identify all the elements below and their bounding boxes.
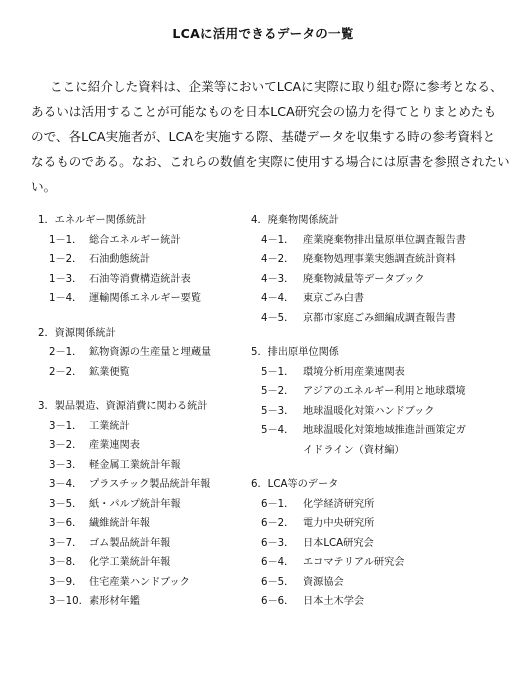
section-lca-data (251, 475, 511, 612)
item-number: 3－1． (49, 420, 83, 432)
list-item (38, 250, 260, 270)
list-item (38, 514, 260, 534)
list-item (251, 289, 511, 309)
list-item (38, 270, 260, 290)
right-column (251, 211, 511, 627)
section-emission-factors (251, 343, 511, 460)
item-text: 工業統計 (89, 420, 130, 432)
item-text: 電力中央研究所 (303, 518, 375, 529)
item-text: 鉱業便覧 (89, 366, 130, 378)
section-title: 6．LCA等のデータ (251, 479, 339, 490)
item-number: 2－1． (49, 347, 83, 358)
list-item (251, 270, 511, 290)
item-number: 3－4． (49, 479, 83, 490)
item-text: 地球温暖化対策地域推進計画策定ガ (303, 425, 466, 436)
list-item (251, 402, 511, 422)
item-text: 繊維統計年報 (89, 518, 151, 529)
item-text: エコマテリアル研究会 (303, 557, 405, 568)
intro-line: い。 (31, 179, 57, 194)
item-text: 素形材年鑑 (89, 596, 140, 607)
item-text: 石油動態統計 (89, 254, 151, 265)
item-text: 廃棄物処理事業実態調査統計資料 (303, 254, 456, 265)
item-number: 1－2． (49, 254, 83, 265)
item-number: 2－2． (49, 366, 83, 378)
item-number: 3－3． (49, 459, 83, 471)
list-item (38, 495, 260, 515)
list-item (38, 289, 260, 309)
item-number: 3－10. (49, 596, 82, 607)
item-number: 3－2． (49, 440, 83, 451)
list-item (251, 573, 511, 593)
item-text: 総合エネルギー統計 (89, 234, 181, 246)
item-text-continuation: イドライン（資材編） (303, 444, 405, 456)
item-text: 東京ごみ白書 (303, 293, 365, 304)
item-text: 産業廃棄物排出量原単位調査報告書 (303, 234, 466, 246)
item-number: 4－5． (261, 312, 295, 324)
item-text: 京都市家庭ごみ細編成調査報告書 (303, 312, 456, 324)
item-text: 廃棄物減量等データブック (303, 273, 425, 285)
item-number: 1－1． (49, 234, 83, 246)
item-number: 4－4． (261, 293, 295, 304)
section-energy-statistics (38, 211, 260, 309)
section-title: 1．エネルギー関係統計 (38, 215, 147, 226)
list-item (251, 592, 511, 612)
intro-line: なるものである。なお、これらの数値を実際に使用する場合には原書を参照されたい (31, 154, 510, 169)
list-item (38, 363, 260, 383)
item-text: 住宅産業ハンドブック (89, 576, 190, 588)
list-item (251, 363, 511, 383)
item-text: 地球温暖化対策ハンドブック (303, 405, 435, 417)
item-number: 3－9． (49, 576, 83, 588)
item-number: 6－6． (261, 596, 295, 607)
list-item (38, 573, 260, 593)
item-number: 6－5． (261, 576, 295, 588)
section-title: 5．排出原単位関係 (251, 347, 339, 358)
list-item (38, 456, 260, 476)
item-text: アジアのエネルギー利用と地球環境 (303, 386, 466, 397)
list-item (251, 495, 511, 515)
section-title: 3．製品製造、資源消費に関わる統計 (38, 401, 208, 412)
item-number: 3－8． (49, 557, 83, 568)
item-text: 日本土木学会 (303, 596, 365, 607)
item-number: 6－4． (261, 557, 295, 568)
item-text: 化学工業統計年報 (89, 557, 171, 568)
item-text: 日本LCA研究会 (303, 537, 374, 549)
section-manufacturing-statistics (38, 397, 260, 612)
intro-paragraph (31, 74, 510, 199)
item-number: 6－1． (261, 498, 295, 510)
intro-line: ので、各LCA実施者が、LCAを実施する際、基礎データを収集する時の参考資料と (31, 129, 496, 144)
left-column (38, 211, 260, 627)
item-text: 石油等消費構造統計表 (89, 273, 191, 285)
list-item (251, 382, 511, 402)
list-item (251, 250, 511, 270)
item-number: 3－5． (49, 498, 83, 510)
item-text: 紙・パルプ統計年報 (89, 498, 181, 510)
item-text: 産業連関表 (89, 440, 140, 451)
list-item (38, 592, 260, 612)
list-item (251, 309, 511, 329)
list-item (38, 343, 260, 363)
item-number: 3－7． (49, 537, 83, 549)
section-title: 4．廃棄物関係統計 (251, 215, 339, 226)
item-text: 鉱物資源の生産量と埋蔵量 (89, 347, 212, 358)
item-number: 1－4． (49, 293, 83, 304)
item-number: 5－1． (261, 366, 295, 378)
list-item (38, 436, 260, 456)
item-text: 資源協会 (303, 576, 344, 588)
item-number: 5－4． (261, 425, 295, 436)
item-text: 運輸関係エネルギー要覧 (89, 293, 202, 304)
list-item (251, 231, 511, 251)
list-item (251, 534, 511, 554)
item-number: 3－6． (49, 518, 83, 529)
item-text: 軽金属工業統計年報 (89, 459, 181, 471)
section-title: 2．資源関係統計 (38, 327, 116, 339)
page-title: LCAに活用できるデータの一覧 (172, 26, 354, 41)
list-item (38, 417, 260, 437)
list-item (38, 231, 260, 251)
list-item (251, 553, 511, 573)
list-item (38, 553, 260, 573)
section-resource-statistics (38, 324, 260, 383)
intro-line: ここに紹介した資料は、企業等においてLCAに実際に取り組む際に参考となる、 (50, 79, 503, 94)
item-text: プラスチック製品統計年報 (89, 479, 211, 490)
item-number: 4－1． (261, 234, 295, 246)
item-number: 1－3． (49, 273, 83, 285)
list-item (251, 514, 511, 534)
list-item (38, 475, 260, 495)
item-number: 5－2． (261, 386, 295, 397)
list-item (251, 421, 511, 460)
item-text: ゴム製品統計年報 (89, 537, 171, 549)
item-text: 化学経済研究所 (303, 498, 375, 510)
item-number: 6－3． (261, 537, 295, 549)
item-number: 4－3． (261, 273, 295, 285)
list-item (38, 534, 260, 554)
section-waste-statistics (251, 211, 511, 328)
intro-line: あるいは活用することが可能なものを日本LCA研究会の協力を得てとりまとめたも (31, 104, 497, 119)
item-number: 5－3． (261, 405, 295, 417)
item-number: 6－2． (261, 518, 295, 529)
item-text: 環境分析用産業連関表 (303, 366, 405, 378)
item-number: 4－2． (261, 254, 295, 265)
